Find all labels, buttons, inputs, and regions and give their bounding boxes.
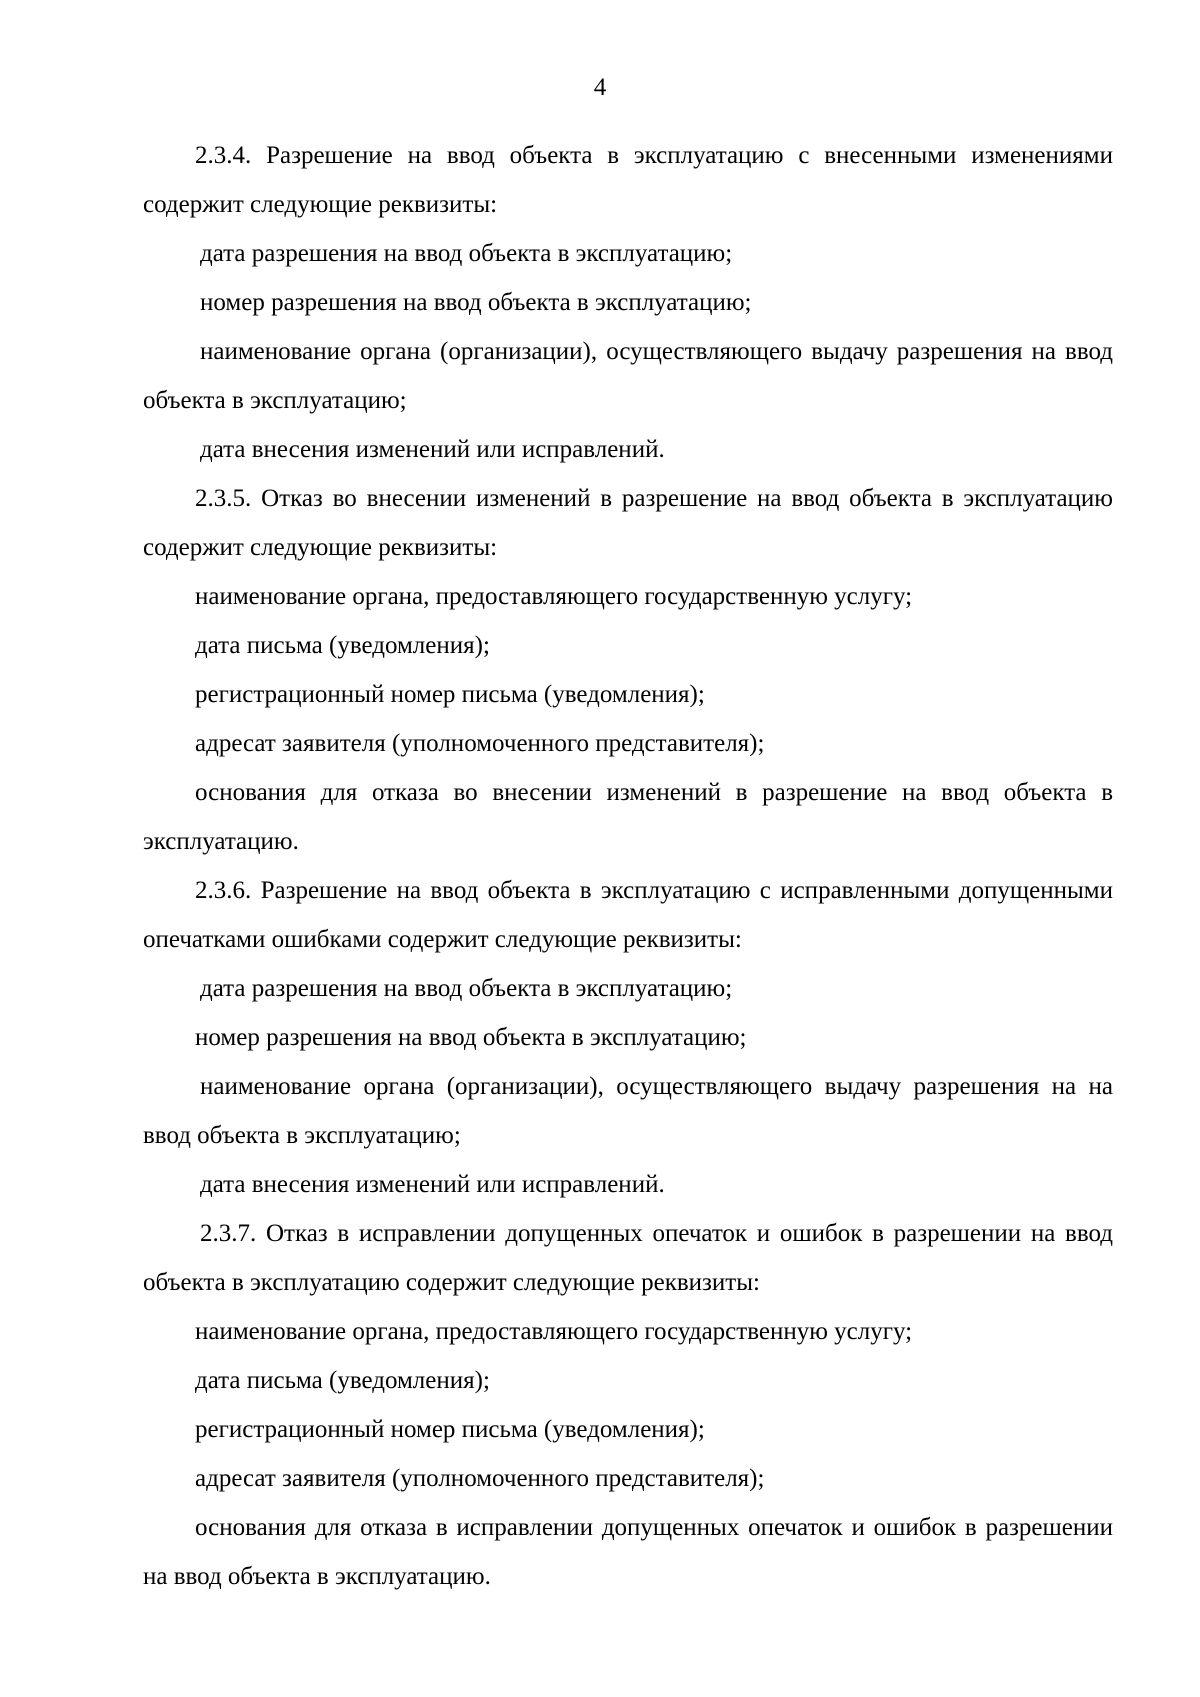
page-number: 4: [593, 74, 607, 101]
list-item: дата разрешения на ввод объекта в эксплуатацию;: [200, 975, 733, 1002]
section-2-3-7-heading: 2.3.7. Отказ в исправлении допущенных опечаток и ошибок в разрешении на ввод объекта в эксплуатацию содержит следующие реквизиты:: [143, 1220, 1113, 1296]
list-item: наименование органа (организации), осуществляющего выдачу разрешения на на ввод объекта в эксплуатацию;: [143, 1073, 1113, 1149]
list-item: дата внесения изменений или исправлений.: [200, 1171, 665, 1198]
section-2-3-5-heading: 2.3.5. Отказ во внесении изменений в разрешение на ввод объекта в эксплуатацию содержит следующие реквизиты:: [143, 485, 1113, 561]
section-2-3-6-heading: 2.3.6. Разрешение на ввод объекта в эксплуатацию с исправленными допущенными опечатками ошибками содержит следующие реквизиты:: [143, 877, 1113, 953]
list-item: дата внесения изменений или исправлений.: [200, 436, 665, 463]
list-item: номер разрешения на ввод объекта в эксплуатацию;: [200, 289, 752, 316]
list-item: дата письма (уведомления);: [195, 1367, 490, 1394]
list-item: наименование органа, предоставляющего государственную услугу;: [195, 1318, 913, 1345]
list-item: дата письма (уведомления);: [195, 632, 490, 659]
list-item: наименование органа, предоставляющего государственную услугу;: [195, 583, 913, 610]
list-item: основания для отказа во внесении изменений в разрешение на ввод объекта в эксплуатацию.: [143, 779, 1113, 855]
document-body: [143, 131, 1113, 1601]
list-item: основания для отказа в исправлении допущенных опечаток и ошибок в разрешении на ввод объекта в эксплуатацию.: [143, 1514, 1113, 1590]
list-item: наименование органа (организации), осуществляющего выдачу разрешения на ввод объекта в эксплуатацию;: [143, 338, 1113, 414]
list-item: дата разрешения на ввод объекта в эксплуатацию;: [200, 240, 733, 267]
section-2-3-4-heading: 2.3.4. Разрешение на ввод объекта в эксплуатацию с внесенными изменениями содержит следующие реквизиты:: [143, 142, 1113, 218]
list-item: адресат заявителя (уполномоченного представителя);: [195, 1465, 765, 1492]
list-item: регистрационный номер письма (уведомления);: [195, 681, 705, 708]
list-item: адресат заявителя (уполномоченного представителя);: [195, 730, 765, 757]
list-item: номер разрешения на ввод объекта в эксплуатацию;: [195, 1024, 747, 1051]
list-item: регистрационный номер письма (уведомления);: [195, 1416, 705, 1443]
